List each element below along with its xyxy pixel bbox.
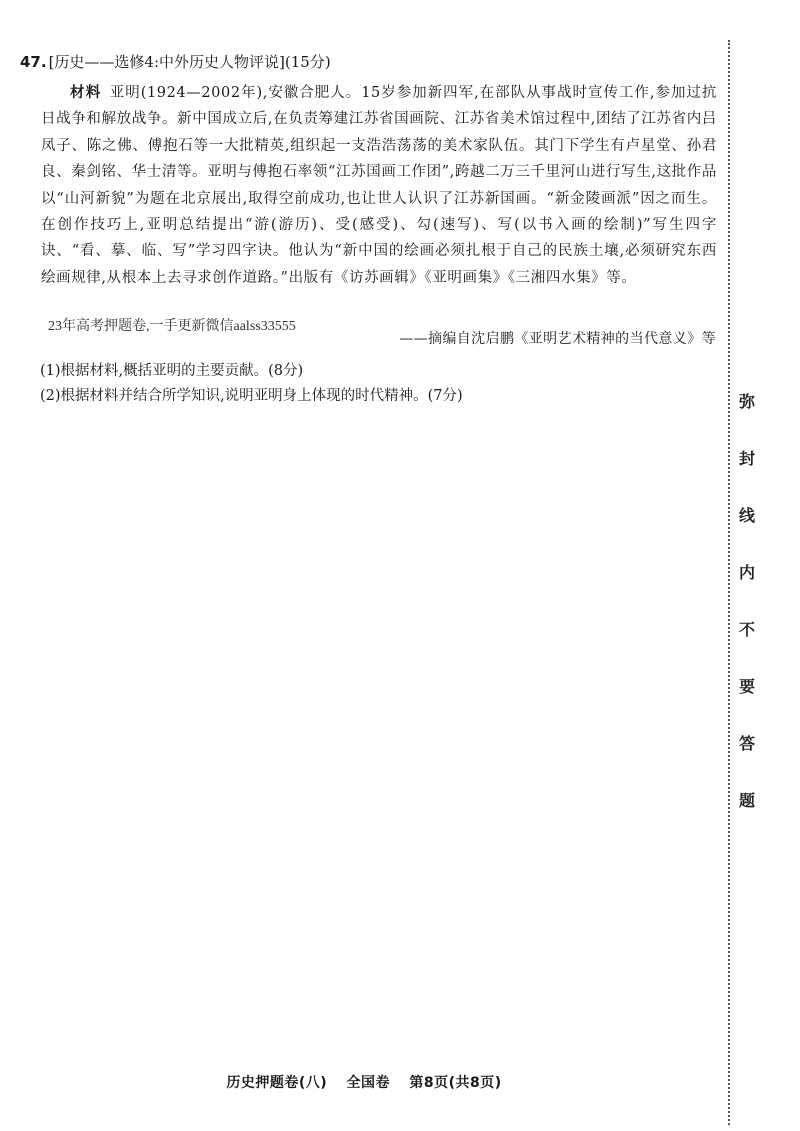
question-title: [历史——选修4:中外历史人物评说](15分) [48,53,331,71]
seal-char: 线 [738,506,755,525]
seal-char: 弥 [738,392,755,411]
seal-char: 内 [738,563,755,582]
watermark-text: 23年高考押题卷,一手更新微信aalss33555 [48,319,296,334]
sub-question-1: (1)根据材料,概括亚明的主要贡献。(8分) [40,363,304,379]
seal-dotted-line [728,40,730,1125]
seal-char: 答 [738,734,755,753]
footer-page-number: 第8页(共8页) [409,1075,502,1091]
material-text: 亚明(1924—2002年),安徽合肥人。15岁参加新四军,在部队从事战时宣传工作,参加过抗日战争和解放战争。新中国成立后,在负责筹建江苏省国画院、江苏省美术馆过程中,团结了江苏省内吕凤子、陈之佛、傅抱石等一大批精英,组织起一支浩浩荡荡的美术家队伍。其门下学生有卢星堂、孙君良、秦剑铭、华士清等。亚明与傅抱石率领“江苏国画工作团”,跨越二万三千里河山进行写生,这批作品以“山河新貌”为题在北京展出,取得空前成功,也让世人认识了江苏新国画。“新金陵画派”因之而生。在创作技巧上,亚明总结提出“游(游历)、受(感受)、勾(速写)、写(以书入画的绘制)”写生四字诀、“看、摹、临、写”学习四字诀。他认为“新中国的绘画必须扎根于自己的民族土壤,必须研究东西绘画规律,从根本上去寻求创作道路。”出版有《访苏画辑》《亚明画集》《三湘四水集》等。 [41,85,717,286]
material-paragraph [41,80,717,291]
page-footer [0,1074,728,1092]
seal-char: 要 [738,677,755,696]
footer-paper-title: 历史押题卷(八) [226,1075,328,1091]
seal-line-notice [734,392,760,848]
seal-char: 题 [738,791,755,810]
sub-question-2: (2)根据材料并结合所学知识,说明亚明身上体现的时代精神。(7分) [40,388,463,404]
seal-char: 封 [738,449,755,468]
footer-scope: 全国卷 [346,1075,390,1091]
material-source: ——摘编自沈启鹏《亚明艺术精神的当代意义》等 [399,331,716,347]
question-header [20,52,700,72]
seal-char: 不 [738,620,755,639]
material-label: 材料 [70,84,102,101]
question-number: 47. [20,53,47,71]
